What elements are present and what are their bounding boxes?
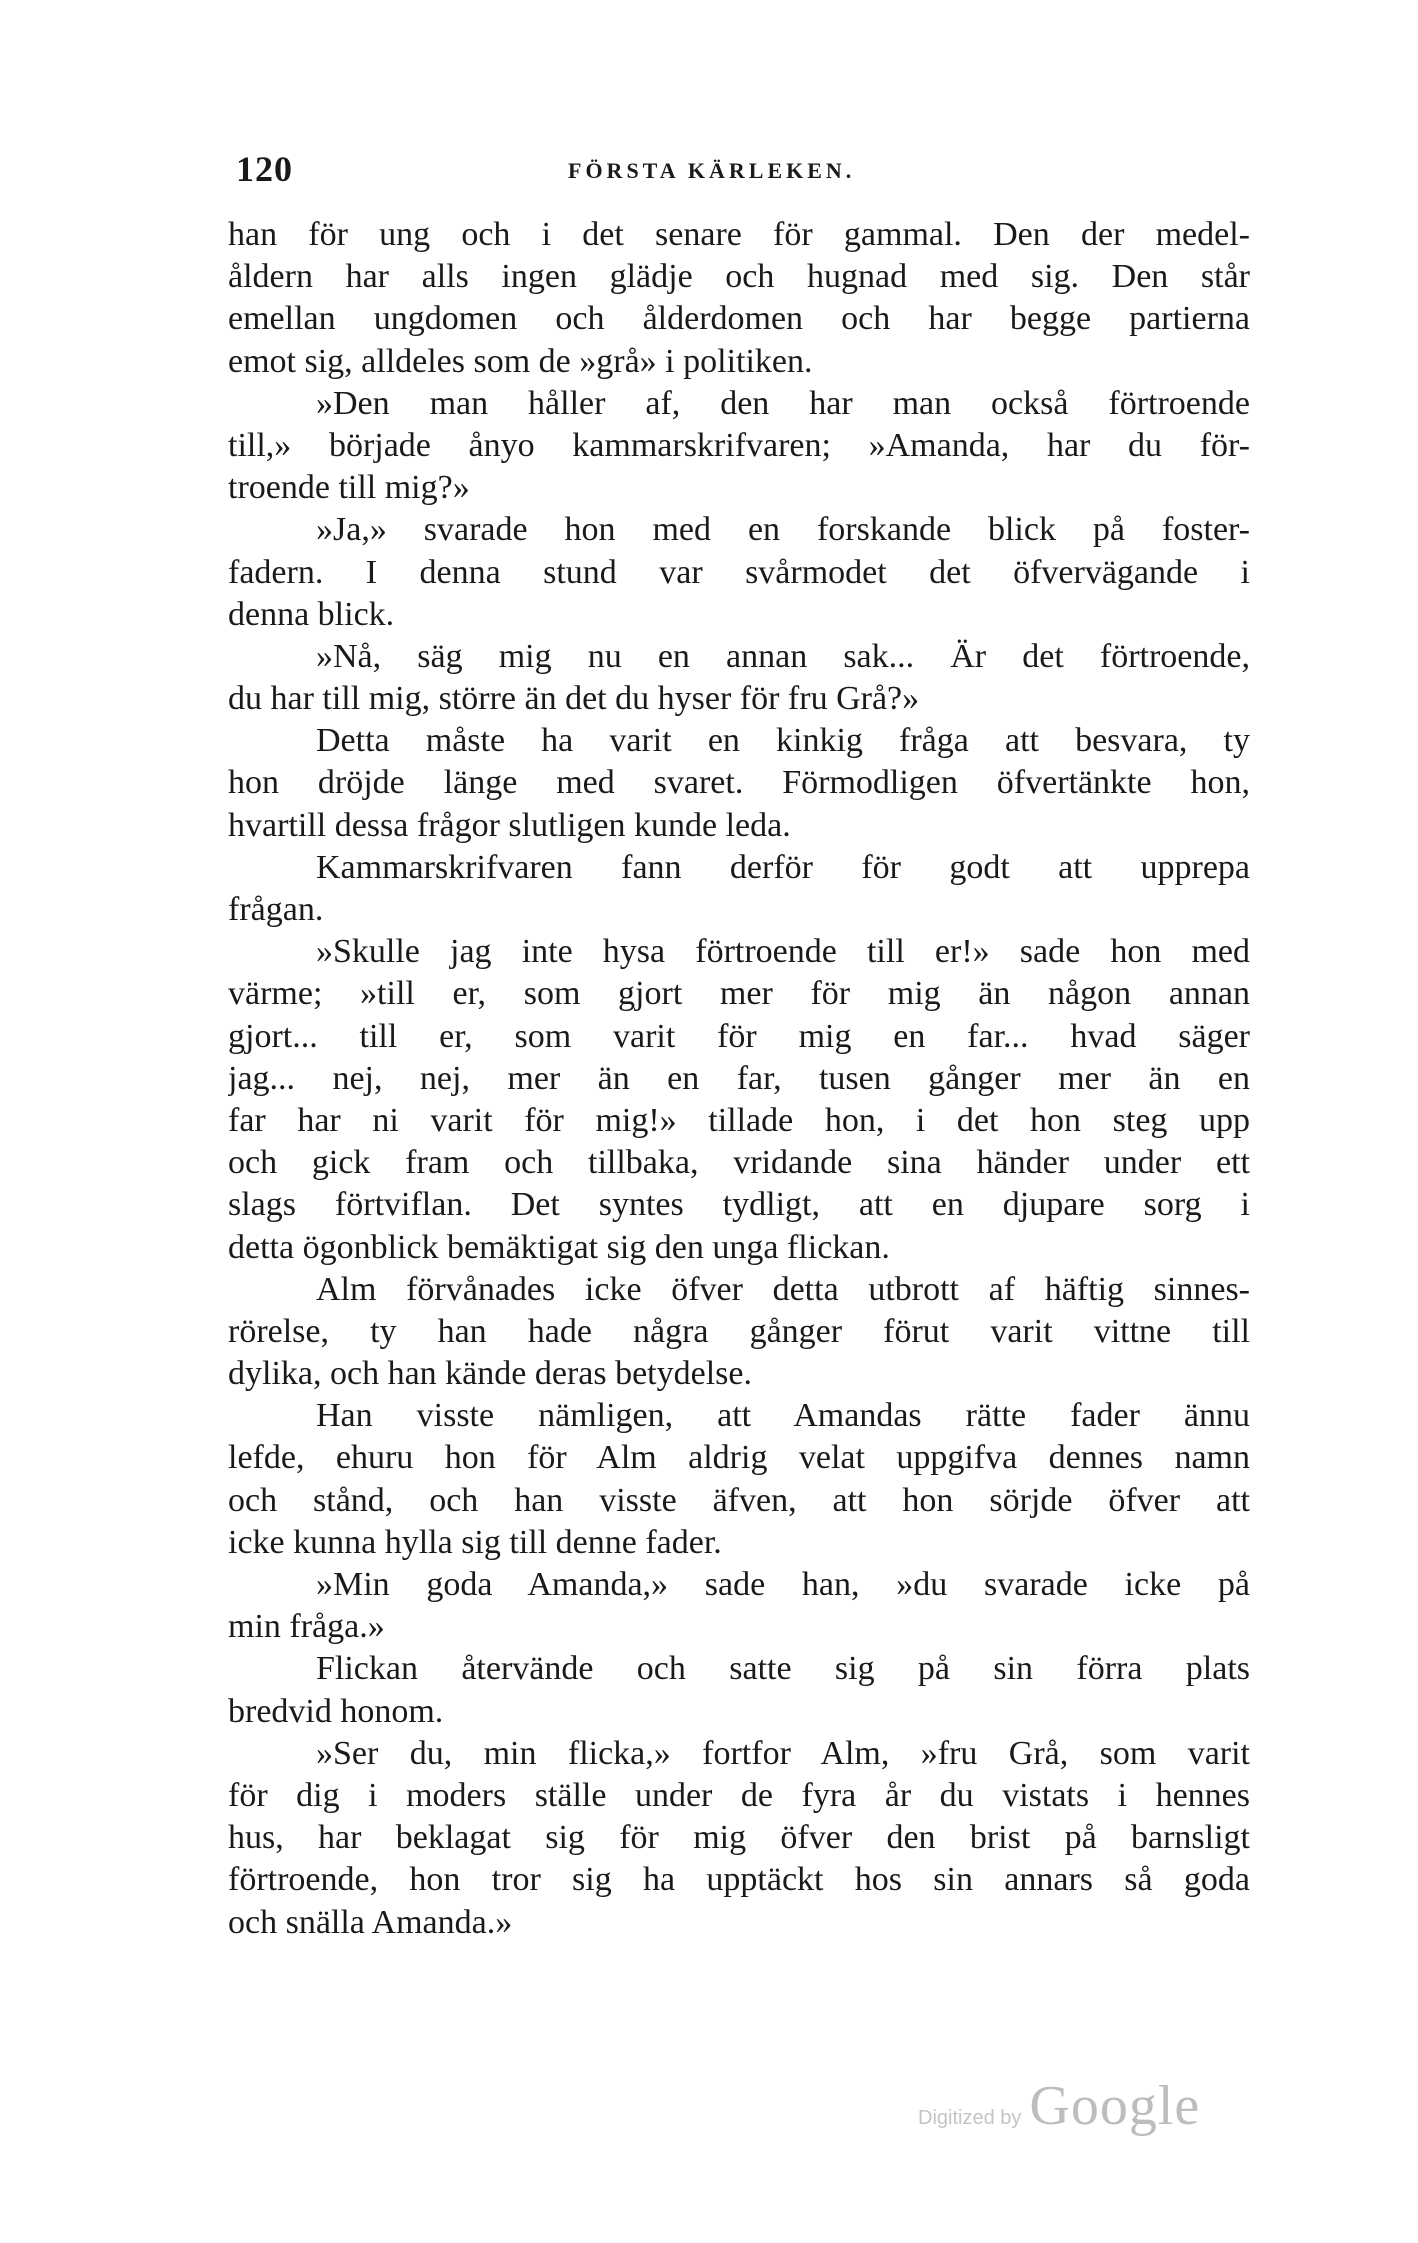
- text-line: Detta måste ha varit en kinkig fråga att besvara, ty: [316, 722, 1250, 760]
- text-line: denna blick.: [228, 595, 395, 633]
- text-line: emellan ungdomen och ålderdomen och har begge partierna: [228, 300, 1250, 338]
- page-header: [228, 148, 1248, 198]
- text-line: troende till mig?»: [228, 469, 470, 507]
- text-line: värme; »till er, som gjort mer för mig än någon annan: [228, 975, 1250, 1013]
- text-line: »Den man håller af, den har man också förtroende: [316, 384, 1250, 422]
- text-line: fadern. I denna stund var svårmodet det öfvervägande i: [228, 553, 1250, 591]
- text-line: gjort... till er, som varit för mig en far... hvad säger: [228, 1017, 1250, 1055]
- running-title: FÖRSTA KÄRLEKEN.: [568, 158, 856, 183]
- text-line: »Min goda Amanda,» sade han, »du svarade icke på: [316, 1566, 1250, 1603]
- google-logo: Google: [1029, 2075, 1201, 2137]
- text-line: »Ser du, min flicka,» fortfor Alm, »fru Grå, som varit: [316, 1734, 1250, 1772]
- text-line: frågan.: [228, 891, 324, 928]
- text-line: hus, har beklagat sig för mig öfver den brist på barnsligt: [228, 1819, 1250, 1857]
- text-line: han för ung och i det senare för gammal. Den der medel-: [228, 216, 1250, 253]
- text-line: du har till mig, större än det du hyser för fru Grå?»: [228, 680, 920, 718]
- text-line: Kammarskrifvaren fann derför för godt att upprepa: [316, 848, 1250, 886]
- text-line: dylika, och han kände deras betydelse.: [228, 1355, 752, 1393]
- text-line: far har ni varit för mig!» tillade hon, i det hon steg upp: [228, 1101, 1250, 1139]
- text-line: slags förtviflan. Det syntes tydligt, att en djupare sorg i: [228, 1186, 1250, 1224]
- text-line: lefde, ehuru hon för Alm aldrig velat uppgifva dennes namn: [228, 1439, 1250, 1477]
- text-line: detta ögonblick bemäktigat sig den unga flickan.: [228, 1228, 890, 1266]
- text-line: jag... nej, nej, mer än en far, tusen gånger mer än en: [228, 1059, 1250, 1097]
- digitized-watermark: [918, 2074, 1200, 2138]
- text-line: för dig i moders ställe under de fyra år du vistats i hennes: [228, 1776, 1250, 1814]
- page-number: 120: [236, 149, 293, 189]
- text-line: rörelse, ty han hade några gånger förut varit vittne till: [228, 1312, 1250, 1350]
- text-line: Flickan återvände och satte sig på sin förra plats: [316, 1650, 1250, 1688]
- text-line: och stånd, och han visste äfven, att hon sörjde öfver att: [228, 1481, 1250, 1519]
- text-line: till,» började ånyo kammarskrifvaren; »Amanda, har du för-: [228, 426, 1250, 464]
- watermark-prefix: Digitized by: [918, 2107, 1022, 2129]
- text-line: och snälla Amanda.»: [228, 1903, 513, 1941]
- text-line: hvartill dessa frågor slutligen kunde leda.: [228, 806, 791, 844]
- text-line: »Ja,» svarade hon med en forskande blick på foster-: [316, 511, 1250, 549]
- text-line: min fråga.»: [228, 1608, 385, 1646]
- body-text: [228, 214, 1250, 1944]
- text-line: »Skulle jag inte hysa förtroende till er!» sade hon med: [316, 933, 1250, 971]
- text-line: bredvid honom.: [228, 1692, 444, 1730]
- text-line: icke kunna hylla sig till denne fader.: [228, 1523, 722, 1561]
- text-line: åldern har alls ingen glädje och hugnad med sig. Den står: [228, 258, 1250, 296]
- text-line: och gick fram och tillbaka, vridande sina händer under ett: [228, 1144, 1250, 1182]
- text-line: Alm förvånades icke öfver detta utbrott af häftig sinnes-: [316, 1270, 1250, 1308]
- text-line: hon dröjde länge med svaret. Förmodligen öfvertänkte hon,: [228, 764, 1250, 802]
- text-line: »Nå, säg mig nu en annan sak... Är det förtroende,: [316, 637, 1250, 675]
- text-line: förtroende, hon tror sig ha upptäckt hos sin annars så goda: [228, 1861, 1250, 1899]
- text-line: Han visste nämligen, att Amandas rätte fader ännu: [316, 1397, 1250, 1435]
- text-line: emot sig, alldeles som de »grå» i politiken.: [228, 342, 813, 380]
